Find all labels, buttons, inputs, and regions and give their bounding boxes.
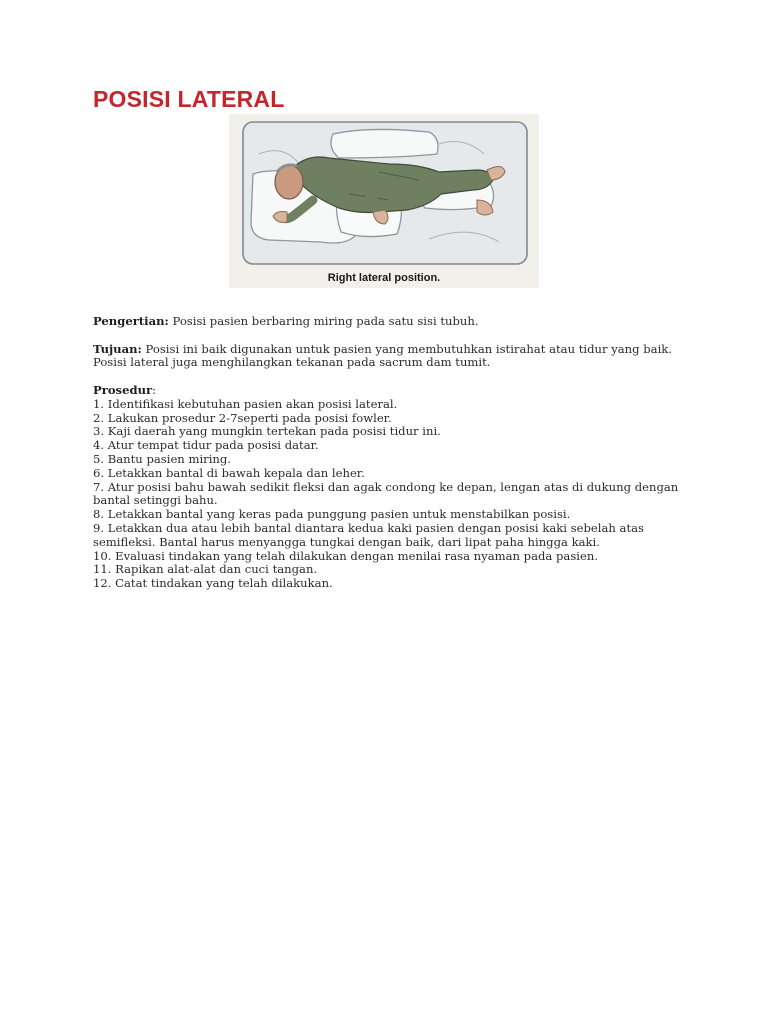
procedure-step: 2. Lakukan prosedur 2-7seperti pada posisi fowler. <box>93 410 392 425</box>
procedure-step: 11. Rapikan alat-alat dan cuci tangan. <box>93 562 318 577</box>
lateral-position-illustration <box>229 114 539 272</box>
procedure-section <box>93 384 683 591</box>
procedure-steps-list <box>93 398 683 591</box>
procedure-heading <box>93 384 683 398</box>
procedure-step: 1. Identifikasi kebutuhan pasien akan posisi lateral. <box>93 396 398 411</box>
figure-caption: Right lateral position. <box>327 272 441 284</box>
procedure-step: 10. Evaluasi tindakan yang telah dilakukan dengan menilai rasa nyaman pada pasien. <box>93 548 599 563</box>
definition-text: Posisi pasien berbaring miring pada satu sisi tubuh. <box>168 314 479 328</box>
procedure-step: 4. Atur tempat tidur pada posisi datar. <box>93 438 319 453</box>
procedure-step: 8. Letakkan bantal yang keras pada punggung pasien untuk menstabilkan posisi. <box>93 507 571 522</box>
document-body <box>93 315 683 591</box>
definition-paragraph <box>93 315 683 329</box>
purpose-paragraph <box>93 343 683 371</box>
procedure-step: 9. Letakkan dua atau lebih bantal diantara kedua kaki pasien dengan posisi kaki sebelah atas semifleksi. Bantal harus menyangga tungkai dengan baik, dari lipat paha hingga kaki. <box>93 520 644 549</box>
lateral-position-figure <box>229 114 539 288</box>
purpose-text: Posisi ini baik digunakan untuk pasien yang membutuhkan istirahat atau tidur yang baik. Posisi lateral juga menghilangkan tekanan pada sacrum dam tumit. <box>93 341 672 370</box>
procedure-step: 5. Bantu pasien miring. <box>93 451 231 466</box>
procedure-step: 7. Atur posisi bahu bawah sedikit fleksi dan agak condong ke depan, lengan atas di dukung dengan bantal setinggi bahu. <box>93 479 679 508</box>
procedure-step: 12. Catat tindakan yang telah dilakukan. <box>93 576 333 591</box>
definition-label: Pengertian: <box>93 314 169 328</box>
page-title: POSISI LATERAL <box>93 86 285 112</box>
procedure-colon: : <box>152 382 157 397</box>
procedure-label: Prosedur <box>93 382 153 397</box>
procedure-step: 6. Letakkan bantal di bawah kepala dan leher. <box>93 465 365 480</box>
procedure-step: 3. Kaji daerah yang mungkin tertekan pada posisi tidur ini. <box>93 424 441 439</box>
purpose-label: Tujuan: <box>93 341 142 356</box>
